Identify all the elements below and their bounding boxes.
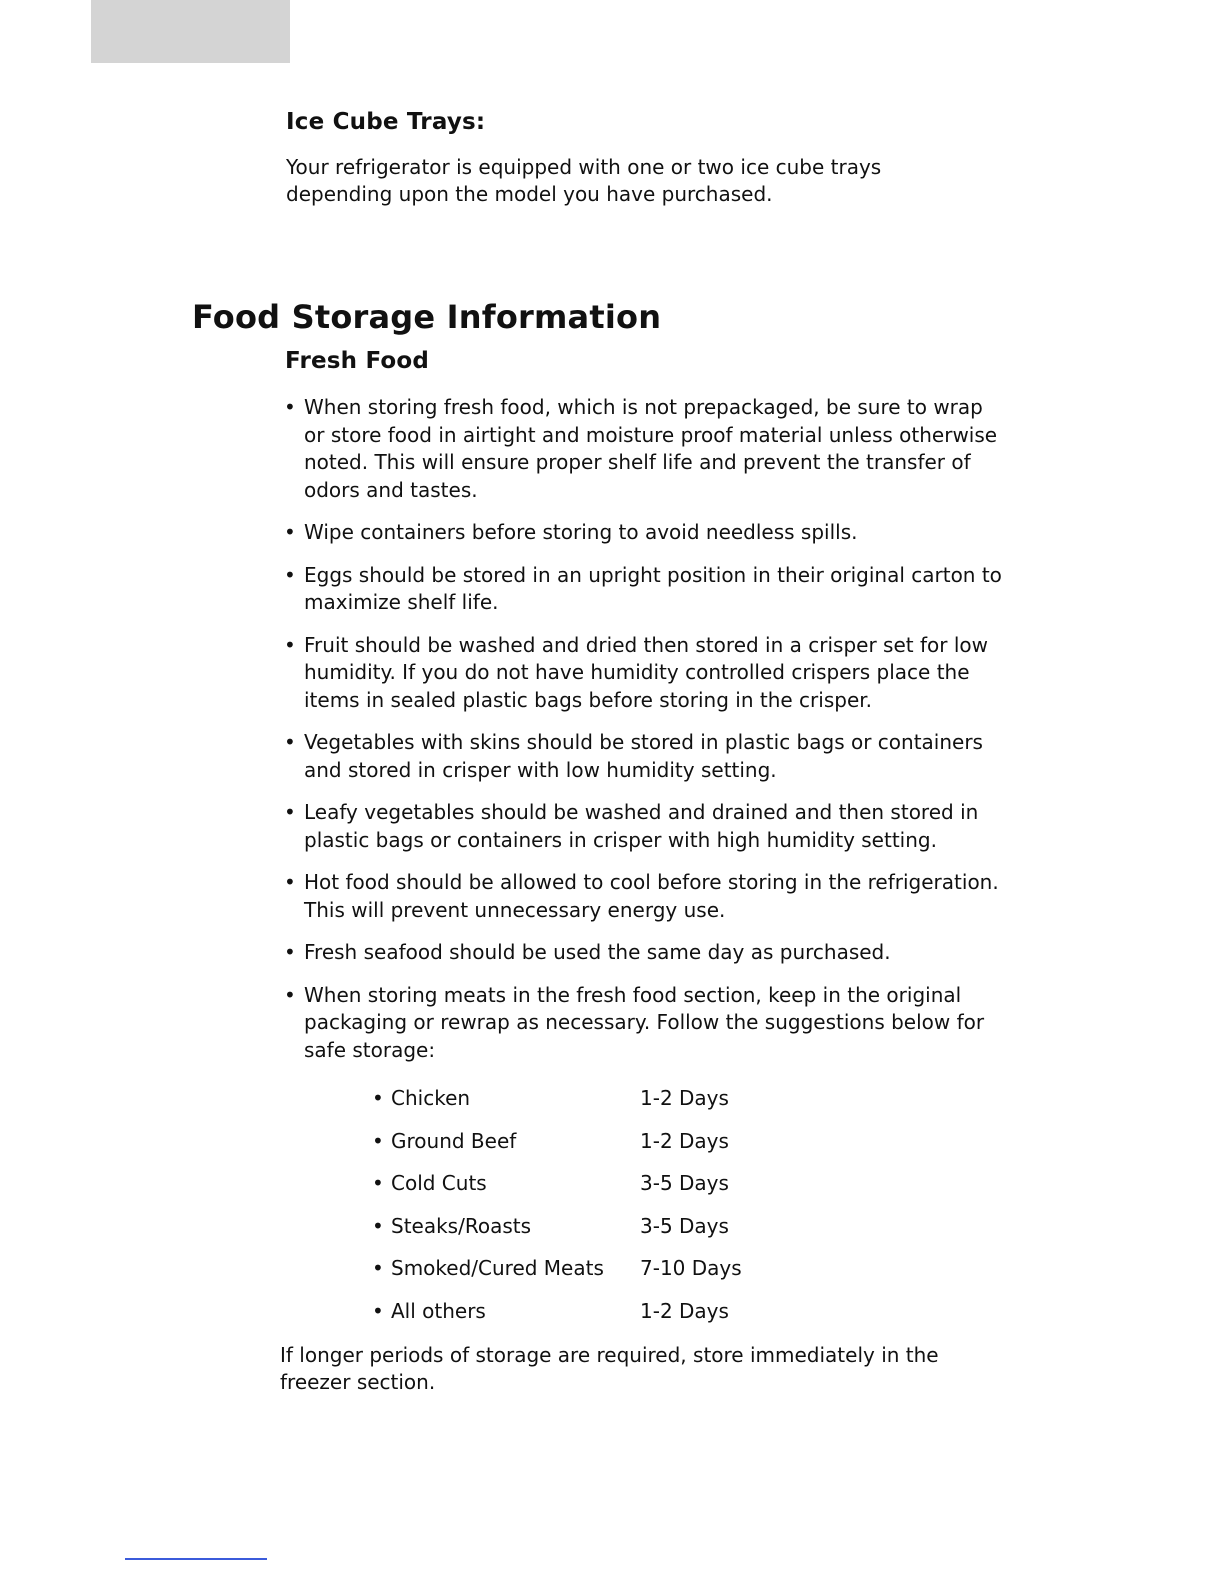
fresh-food-heading: Fresh Food [285, 348, 430, 374]
bullet-icon: • [372, 1171, 384, 1196]
meat-item-label: Smoked/Cured Meats [391, 1256, 604, 1281]
fresh-food-tip-text: When storing fresh food, which is not prepackaged, be sure to wrap or store food in airtight and moisture proof material unless otherwise noted. This will ensure proper shelf life and prevent the transfer of odors and tastes. [304, 395, 998, 502]
meat-item-label: All others [391, 1298, 486, 1323]
fresh-food-tip [284, 729, 1004, 784]
meat-item-label: Steaks/Roasts [391, 1213, 532, 1238]
fresh-food-tip [284, 632, 1004, 715]
fresh-food-tip-text: Vegetables with skins should be stored in plastic bags or containers and stored in crisper with low humidity setting. [304, 730, 983, 782]
meat-item [372, 1085, 640, 1128]
meat-storage-row [372, 1128, 800, 1171]
fresh-food-tip-text: Wipe containers before storing to avoid needless spills. [304, 520, 858, 544]
meat-duration: 3-5 Days [640, 1171, 729, 1196]
meat-duration: 3-5 Days [640, 1213, 729, 1238]
bullet-icon: • [284, 395, 296, 419]
fresh-food-tip-text: Leafy vegetables should be washed and drained and then stored in plastic bags or containers in crisper with high humidity setting. [304, 800, 979, 852]
meat-storage-table [372, 1085, 800, 1341]
footer-rule [125, 1558, 267, 1560]
meat-item [372, 1170, 640, 1213]
meat-item-label: Chicken [391, 1086, 471, 1110]
bullet-icon: • [284, 520, 296, 544]
fresh-food-tip [284, 939, 1004, 967]
meat-duration: 1-2 Days [640, 1086, 729, 1110]
bullet-icon: • [284, 730, 296, 754]
fresh-food-tip-text: When storing meats in the fresh food section, keep in the original packaging or rewrap as necessary. Follow the suggestions below for safe storage: [304, 982, 985, 1062]
meat-item [372, 1128, 640, 1171]
meat-item [372, 1255, 640, 1298]
fresh-food-tip [284, 394, 1004, 504]
bullet-icon: • [372, 1086, 384, 1110]
bullet-icon: • [284, 800, 296, 824]
bullet-icon: • [284, 632, 296, 657]
fresh-food-tip [284, 562, 1004, 617]
meat-item [372, 1213, 640, 1256]
fresh-food-tip-text: Hot food should be allowed to cool before storing in the refrigeration. This will prevent unnecessary energy use. [304, 870, 999, 922]
bullet-icon: • [284, 982, 296, 1007]
page-tab-marker [91, 0, 290, 63]
meat-storage-row [372, 1085, 800, 1128]
meat-duration: 1-2 Days [640, 1298, 729, 1323]
bullet-icon: • [284, 940, 296, 964]
bullet-icon: • [372, 1298, 384, 1323]
meat-storage-row [372, 1213, 800, 1256]
meat-item [372, 1298, 640, 1341]
ice-cube-trays-heading: Ice Cube Trays: [286, 109, 486, 135]
bullet-icon: • [372, 1213, 384, 1238]
fresh-food-tip [284, 869, 1004, 924]
meat-storage-row [372, 1255, 800, 1298]
closing-note: If longer periods of storage are required, store immediately in the freezer section. [280, 1343, 939, 1394]
fresh-food-tip-text: Eggs should be stored in an upright position in their original carton to maximize shelf life. [304, 562, 1002, 614]
bullet-icon: • [372, 1128, 384, 1153]
page-title: Food Storage Information [192, 298, 662, 336]
fresh-food-tip [284, 519, 1004, 547]
meat-duration: 1-2 Days [640, 1128, 729, 1153]
fresh-food-tip [284, 982, 1004, 1065]
fresh-food-tips-list [284, 394, 1004, 1079]
bullet-icon: • [372, 1256, 384, 1281]
fresh-food-tip-text: Fruit should be washed and dried then stored in a crisper set for low humidity. If you do not have humidity controlled crispers place the items in sealed plastic bags before storing in the crisper. [304, 632, 988, 712]
meat-item-label: Cold Cuts [391, 1171, 487, 1196]
fresh-food-tip-text: Fresh seafood should be used the same day as purchased. [304, 940, 891, 964]
bullet-icon: • [284, 870, 296, 894]
fresh-food-tip [284, 799, 1004, 854]
meat-duration: 7-10 Days [640, 1256, 742, 1281]
meat-storage-row [372, 1298, 800, 1341]
ice-cube-trays-body: Your refrigerator is equipped with one or two ice cube trays depending upon the model you have purchased. [286, 155, 882, 206]
meat-storage-row [372, 1170, 800, 1213]
meat-item-label: Ground Beef [391, 1128, 517, 1153]
bullet-icon: • [284, 562, 296, 587]
